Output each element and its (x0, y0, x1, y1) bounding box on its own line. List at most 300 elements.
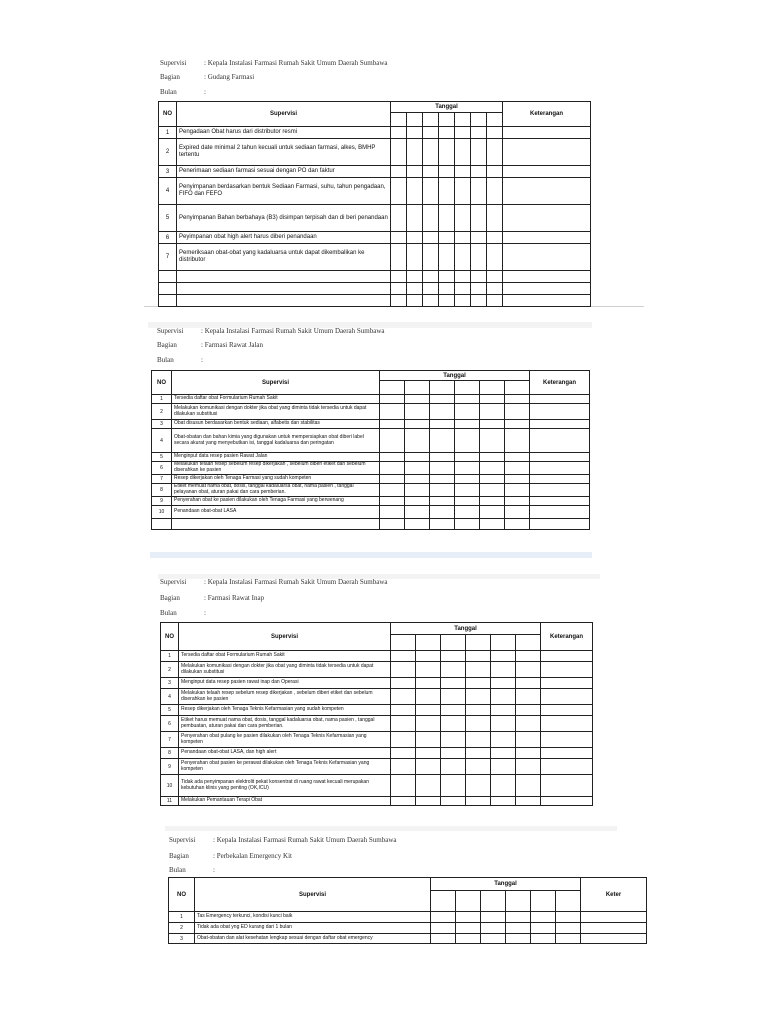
date-check-cell[interactable] (491, 662, 516, 678)
date-check-cell[interactable] (439, 139, 455, 166)
keterangan-cell[interactable] (541, 662, 593, 678)
date-cell[interactable] (481, 891, 506, 912)
row-number: 5 (159, 205, 177, 232)
date-check-cell[interactable] (407, 283, 423, 295)
date-check-cell[interactable] (505, 475, 530, 484)
keterangan-cell[interactable] (541, 797, 593, 806)
date-cell[interactable] (506, 891, 531, 912)
date-check-cell[interactable] (531, 934, 556, 944)
date-check-cell[interactable] (466, 748, 491, 759)
table-row (161, 716, 593, 732)
date-check-cell[interactable] (416, 732, 441, 748)
date-cell[interactable] (431, 891, 456, 912)
date-check-cell[interactable] (491, 678, 516, 689)
date-check-cell[interactable] (423, 283, 439, 295)
date-check-cell[interactable] (423, 271, 439, 283)
date-check-cell[interactable] (480, 497, 505, 506)
keterangan-cell[interactable] (530, 506, 590, 519)
date-check-cell[interactable] (471, 166, 487, 178)
date-check-cell[interactable] (487, 232, 503, 244)
row-number: 4 (161, 689, 179, 705)
date-check-cell[interactable] (439, 166, 455, 178)
date-check-cell[interactable] (480, 420, 505, 429)
date-check-cell[interactable] (407, 166, 423, 178)
date-check-cell[interactable] (416, 797, 441, 806)
date-check-cell[interactable] (455, 497, 480, 506)
date-check-cell[interactable] (455, 271, 471, 283)
date-check-cell[interactable] (491, 705, 516, 716)
date-check-cell[interactable] (391, 232, 407, 244)
table-row (152, 395, 590, 404)
date-check-cell[interactable] (439, 295, 455, 307)
keterangan-cell[interactable] (503, 232, 591, 244)
date-check-cell[interactable] (481, 934, 506, 944)
keterangan-cell[interactable] (541, 748, 593, 759)
keterangan-cell[interactable] (541, 716, 593, 732)
date-check-cell[interactable] (487, 127, 503, 139)
keterangan-cell[interactable] (530, 497, 590, 506)
date-cell[interactable] (491, 635, 516, 651)
date-check-cell[interactable] (455, 232, 471, 244)
date-check-cell[interactable] (516, 732, 541, 748)
date-check-cell[interactable] (491, 732, 516, 748)
date-check-cell[interactable] (491, 759, 516, 775)
date-check-cell[interactable] (380, 519, 405, 530)
date-check-cell[interactable] (380, 420, 405, 429)
date-cell[interactable] (480, 381, 505, 395)
date-check-cell[interactable] (516, 651, 541, 662)
date-check-cell[interactable] (405, 453, 430, 462)
keterangan-cell[interactable] (530, 475, 590, 484)
date-check-cell[interactable] (480, 429, 505, 453)
date-check-cell[interactable] (391, 178, 407, 205)
date-check-cell[interactable] (430, 420, 455, 429)
date-check-cell[interactable] (487, 139, 503, 166)
date-check-cell[interactable] (391, 651, 416, 662)
row-number: 5 (152, 453, 172, 462)
date-check-cell[interactable] (480, 519, 505, 530)
date-check-cell[interactable] (480, 404, 505, 420)
date-check-cell[interactable] (491, 775, 516, 797)
date-check-cell[interactable] (391, 244, 407, 271)
date-cell[interactable] (556, 891, 581, 912)
keterangan-cell[interactable] (530, 429, 590, 453)
date-check-cell[interactable] (391, 127, 407, 139)
date-check-cell[interactable] (466, 705, 491, 716)
date-check-cell[interactable] (423, 244, 439, 271)
date-check-cell[interactable] (441, 651, 466, 662)
date-check-cell[interactable] (466, 732, 491, 748)
date-check-cell[interactable] (556, 923, 581, 934)
date-check-cell[interactable] (466, 689, 491, 705)
date-check-cell[interactable] (407, 232, 423, 244)
date-check-cell[interactable] (430, 506, 455, 519)
date-check-cell[interactable] (455, 484, 480, 497)
keterangan-cell[interactable] (581, 923, 647, 934)
date-check-cell[interactable] (455, 166, 471, 178)
date-check-cell[interactable] (516, 748, 541, 759)
col-tanggal: Tanggal (380, 371, 530, 381)
date-check-cell[interactable] (423, 127, 439, 139)
date-check-cell[interactable] (416, 689, 441, 705)
date-cell[interactable] (531, 891, 556, 912)
date-check-cell[interactable] (430, 404, 455, 420)
date-check-cell[interactable] (556, 912, 581, 923)
date-check-cell[interactable] (407, 139, 423, 166)
row-supervisi-text: Resep dikerjakan oleh Tenaga Teknis Kefarmasian yang sudah kompeten (179, 705, 391, 716)
date-cell[interactable] (505, 381, 530, 395)
date-check-cell[interactable] (441, 797, 466, 806)
keterangan-cell[interactable] (541, 689, 593, 705)
date-check-cell[interactable] (471, 295, 487, 307)
date-check-cell[interactable] (455, 283, 471, 295)
date-check-cell[interactable] (405, 497, 430, 506)
date-check-cell[interactable] (441, 689, 466, 705)
date-check-cell[interactable] (491, 651, 516, 662)
date-cell[interactable] (439, 113, 455, 127)
keterangan-cell[interactable] (541, 678, 593, 689)
date-check-cell[interactable] (466, 662, 491, 678)
date-cell[interactable] (456, 891, 481, 912)
date-check-cell[interactable] (407, 127, 423, 139)
date-check-cell[interactable] (416, 651, 441, 662)
date-check-cell[interactable] (487, 178, 503, 205)
date-check-cell[interactable] (455, 205, 471, 232)
date-check-cell[interactable] (456, 912, 481, 923)
date-check-cell[interactable] (439, 205, 455, 232)
date-check-cell[interactable] (480, 462, 505, 475)
date-check-cell[interactable] (556, 934, 581, 944)
date-cell[interactable] (441, 635, 466, 651)
date-check-cell[interactable] (455, 178, 471, 205)
date-check-cell[interactable] (430, 519, 455, 530)
date-check-cell[interactable] (439, 283, 455, 295)
date-check-cell[interactable] (439, 232, 455, 244)
date-check-cell[interactable] (439, 271, 455, 283)
keterangan-cell[interactable] (541, 775, 593, 797)
keterangan-cell[interactable] (503, 295, 591, 307)
date-check-cell[interactable] (431, 912, 456, 923)
date-check-cell[interactable] (430, 484, 455, 497)
table-clip (168, 877, 622, 945)
date-cell[interactable] (466, 635, 491, 651)
date-check-cell[interactable] (471, 244, 487, 271)
date-check-cell[interactable] (416, 705, 441, 716)
date-cell[interactable] (430, 381, 455, 395)
date-check-cell[interactable] (471, 205, 487, 232)
date-check-cell[interactable] (455, 395, 480, 404)
keterangan-cell[interactable] (530, 462, 590, 475)
date-check-cell[interactable] (416, 678, 441, 689)
date-check-cell[interactable] (431, 923, 456, 934)
date-check-cell[interactable] (391, 166, 407, 178)
date-check-cell[interactable] (505, 453, 530, 462)
date-check-cell[interactable] (405, 506, 430, 519)
date-cell[interactable] (416, 635, 441, 651)
date-check-cell[interactable] (505, 404, 530, 420)
date-check-cell[interactable] (455, 519, 480, 530)
date-check-cell[interactable] (405, 475, 430, 484)
date-check-cell[interactable] (391, 205, 407, 232)
date-cell[interactable] (405, 381, 430, 395)
keterangan-cell[interactable] (503, 127, 591, 139)
date-check-cell[interactable] (471, 127, 487, 139)
date-check-cell[interactable] (431, 934, 456, 944)
date-check-cell[interactable] (487, 283, 503, 295)
keterangan-cell[interactable] (503, 139, 591, 166)
date-cell[interactable] (471, 113, 487, 127)
date-check-cell[interactable] (407, 295, 423, 307)
date-check-cell[interactable] (391, 271, 407, 283)
date-check-cell[interactable] (487, 244, 503, 271)
date-check-cell[interactable] (487, 271, 503, 283)
date-check-cell[interactable] (380, 395, 405, 404)
date-check-cell[interactable] (416, 748, 441, 759)
date-check-cell[interactable] (531, 923, 556, 934)
date-cell[interactable] (391, 113, 407, 127)
date-check-cell[interactable] (455, 462, 480, 475)
date-check-cell[interactable] (480, 453, 505, 462)
date-check-cell[interactable] (416, 662, 441, 678)
date-check-cell[interactable] (466, 775, 491, 797)
date-check-cell[interactable] (391, 797, 416, 806)
date-check-cell[interactable] (416, 775, 441, 797)
date-check-cell[interactable] (487, 166, 503, 178)
date-check-cell[interactable] (391, 748, 416, 759)
date-check-cell[interactable] (505, 395, 530, 404)
row-supervisi-text: Penyimpanan Bahan berbahaya (B3) disimpan terpisah dan di beri penandaan (177, 205, 391, 232)
date-check-cell[interactable] (516, 716, 541, 732)
date-check-cell[interactable] (430, 429, 455, 453)
date-check-cell[interactable] (516, 775, 541, 797)
date-check-cell[interactable] (441, 716, 466, 732)
date-check-cell[interactable] (516, 759, 541, 775)
date-check-cell[interactable] (441, 662, 466, 678)
date-check-cell[interactable] (391, 705, 416, 716)
date-check-cell[interactable] (439, 244, 455, 271)
date-check-cell[interactable] (455, 244, 471, 271)
date-check-cell[interactable] (506, 923, 531, 934)
date-check-cell[interactable] (441, 775, 466, 797)
date-check-cell[interactable] (441, 748, 466, 759)
date-check-cell[interactable] (405, 420, 430, 429)
date-check-cell[interactable] (471, 283, 487, 295)
date-check-cell[interactable] (481, 912, 506, 923)
date-check-cell[interactable] (487, 205, 503, 232)
date-check-cell[interactable] (423, 139, 439, 166)
date-check-cell[interactable] (416, 716, 441, 732)
row-supervisi-text (172, 519, 380, 530)
date-check-cell[interactable] (380, 462, 405, 475)
date-check-cell[interactable] (516, 662, 541, 678)
date-check-cell[interactable] (480, 395, 505, 404)
row-number: 2 (152, 404, 172, 420)
table-row (159, 139, 591, 166)
date-check-cell[interactable] (456, 923, 481, 934)
date-check-cell[interactable] (380, 497, 405, 506)
date-check-cell[interactable] (430, 395, 455, 404)
date-check-cell[interactable] (505, 484, 530, 497)
keterangan-cell[interactable] (503, 271, 591, 283)
date-check-cell[interactable] (407, 244, 423, 271)
date-check-cell[interactable] (480, 506, 505, 519)
keterangan-cell[interactable] (503, 283, 591, 295)
date-check-cell[interactable] (505, 429, 530, 453)
date-check-cell[interactable] (405, 404, 430, 420)
date-check-cell[interactable] (466, 759, 491, 775)
date-check-cell[interactable] (430, 475, 455, 484)
table-row (161, 759, 593, 775)
date-check-cell[interactable] (423, 295, 439, 307)
date-check-cell[interactable] (423, 205, 439, 232)
date-check-cell[interactable] (516, 689, 541, 705)
date-check-cell[interactable] (407, 271, 423, 283)
date-check-cell[interactable] (391, 689, 416, 705)
date-check-cell[interactable] (423, 178, 439, 205)
date-check-cell[interactable] (491, 797, 516, 806)
date-check-cell[interactable] (466, 797, 491, 806)
date-check-cell[interactable] (391, 775, 416, 797)
date-check-cell[interactable] (505, 519, 530, 530)
keterangan-cell[interactable] (530, 484, 590, 497)
date-check-cell[interactable] (430, 462, 455, 475)
row-number: 8 (152, 484, 172, 497)
date-check-cell[interactable] (407, 205, 423, 232)
date-check-cell[interactable] (405, 519, 430, 530)
date-check-cell[interactable] (423, 232, 439, 244)
date-check-cell[interactable] (391, 662, 416, 678)
date-check-cell[interactable] (441, 759, 466, 775)
date-check-cell[interactable] (531, 912, 556, 923)
date-cell[interactable] (423, 113, 439, 127)
date-check-cell[interactable] (481, 923, 506, 934)
date-check-cell[interactable] (466, 678, 491, 689)
date-check-cell[interactable] (391, 732, 416, 748)
date-check-cell[interactable] (441, 705, 466, 716)
date-check-cell[interactable] (471, 139, 487, 166)
date-check-cell[interactable] (487, 295, 503, 307)
keterangan-cell[interactable] (530, 404, 590, 420)
date-check-cell[interactable] (471, 232, 487, 244)
date-check-cell[interactable] (439, 127, 455, 139)
keterangan-cell[interactable] (541, 732, 593, 748)
date-check-cell[interactable] (380, 475, 405, 484)
keterangan-cell[interactable] (503, 244, 591, 271)
date-check-cell[interactable] (516, 797, 541, 806)
date-check-cell[interactable] (455, 404, 480, 420)
date-check-cell[interactable] (505, 497, 530, 506)
keterangan-cell[interactable] (581, 912, 647, 923)
keterangan-cell[interactable] (541, 651, 593, 662)
date-check-cell[interactable] (491, 716, 516, 732)
date-check-cell[interactable] (439, 178, 455, 205)
keterangan-cell[interactable] (503, 178, 591, 205)
date-check-cell[interactable] (380, 453, 405, 462)
date-check-cell[interactable] (505, 506, 530, 519)
date-check-cell[interactable] (480, 475, 505, 484)
table-row (159, 271, 591, 283)
date-check-cell[interactable] (380, 404, 405, 420)
date-cell[interactable] (516, 635, 541, 651)
col-keterangan: Keterangan (541, 623, 593, 651)
date-check-cell[interactable] (391, 283, 407, 295)
date-check-cell[interactable] (516, 705, 541, 716)
date-check-cell[interactable] (505, 420, 530, 429)
date-check-cell[interactable] (491, 689, 516, 705)
date-check-cell[interactable] (471, 271, 487, 283)
table-row (161, 748, 593, 759)
date-check-cell[interactable] (455, 429, 480, 453)
date-check-cell[interactable] (423, 166, 439, 178)
date-check-cell[interactable] (455, 475, 480, 484)
keterangan-cell[interactable] (530, 420, 590, 429)
date-check-cell[interactable] (506, 934, 531, 944)
date-cell[interactable] (380, 381, 405, 395)
date-check-cell[interactable] (466, 716, 491, 732)
date-cell[interactable] (407, 113, 423, 127)
date-check-cell[interactable] (391, 759, 416, 775)
date-cell[interactable] (455, 381, 480, 395)
date-check-cell[interactable] (441, 678, 466, 689)
date-check-cell[interactable] (466, 651, 491, 662)
date-cell[interactable] (455, 113, 471, 127)
row-supervisi-text: Tidak ada obat yng ED kurang dari 1 bulan (195, 923, 431, 934)
keterangan-cell[interactable] (530, 453, 590, 462)
date-check-cell[interactable] (505, 462, 530, 475)
date-check-cell[interactable] (456, 934, 481, 944)
date-check-cell[interactable] (516, 678, 541, 689)
date-check-cell[interactable] (506, 912, 531, 923)
keterangan-cell[interactable] (541, 759, 593, 775)
date-check-cell[interactable] (455, 420, 480, 429)
keterangan-cell[interactable] (581, 934, 647, 944)
date-check-cell[interactable] (391, 139, 407, 166)
date-check-cell[interactable] (391, 678, 416, 689)
date-check-cell[interactable] (430, 453, 455, 462)
date-check-cell[interactable] (405, 462, 430, 475)
date-check-cell[interactable] (471, 178, 487, 205)
date-check-cell[interactable] (391, 716, 416, 732)
date-check-cell[interactable] (441, 732, 466, 748)
date-check-cell[interactable] (391, 295, 407, 307)
date-check-cell[interactable] (455, 295, 471, 307)
keterangan-cell[interactable] (503, 205, 591, 232)
date-check-cell[interactable] (405, 395, 430, 404)
date-check-cell[interactable] (455, 453, 480, 462)
date-check-cell[interactable] (416, 759, 441, 775)
date-check-cell[interactable] (430, 497, 455, 506)
keterangan-cell[interactable] (541, 705, 593, 716)
date-check-cell[interactable] (407, 178, 423, 205)
date-check-cell[interactable] (380, 484, 405, 497)
date-check-cell[interactable] (380, 506, 405, 519)
keterangan-cell[interactable] (530, 395, 590, 404)
keterangan-cell[interactable] (503, 166, 591, 178)
date-cell[interactable] (487, 113, 503, 127)
date-cell[interactable] (391, 635, 416, 651)
keterangan-cell[interactable] (530, 519, 590, 530)
date-check-cell[interactable] (380, 429, 405, 453)
date-check-cell[interactable] (455, 127, 471, 139)
date-check-cell[interactable] (491, 748, 516, 759)
date-check-cell[interactable] (455, 139, 471, 166)
date-check-cell[interactable] (405, 429, 430, 453)
table-row (159, 295, 591, 307)
date-check-cell[interactable] (455, 506, 480, 519)
table-row (152, 453, 590, 462)
date-check-cell[interactable] (480, 484, 505, 497)
date-check-cell[interactable] (405, 484, 430, 497)
